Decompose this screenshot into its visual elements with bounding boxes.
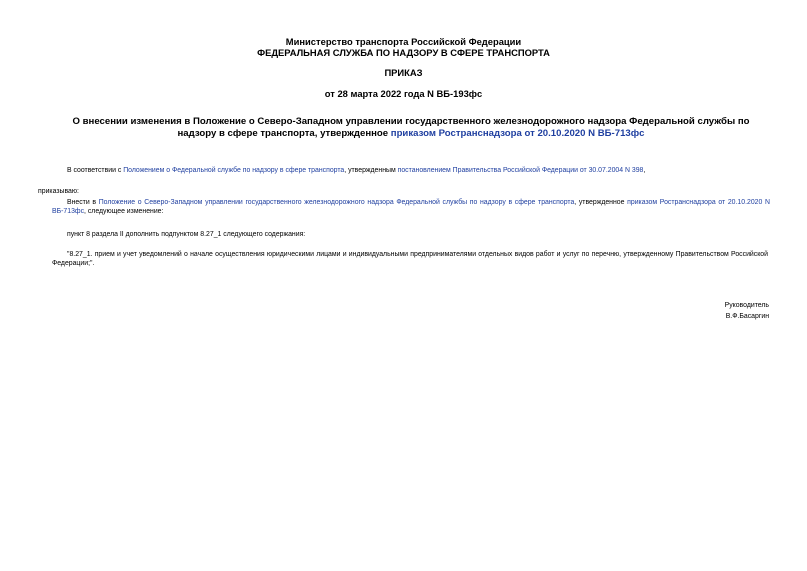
document-header xyxy=(0,36,807,58)
paragraph-text: , следующее изменение: xyxy=(84,208,164,216)
order-title: ПРИКАЗ xyxy=(384,67,423,78)
regulation-link[interactable]: Положением о Федеральной службе по надзору в сфере транспорта xyxy=(123,167,345,174)
document-title xyxy=(52,116,770,140)
signer-position: Руководитель xyxy=(724,302,769,309)
ministry-name: Министерство транспорта Российской Федерации xyxy=(285,36,522,47)
paragraph-order-word: приказываю: xyxy=(38,188,79,195)
government-decree-link[interactable]: постановлением Правительства Российской Федерации от 30.07.2004 N 398 xyxy=(397,167,644,174)
paragraph-text: , утвержденным xyxy=(344,167,398,174)
regulation-link[interactable]: Положение о Северо-Западном управлении государственного железнодорожного надзора Федеральной службы по надзору в сфере транспорта xyxy=(98,199,575,206)
paragraph-text: , утвержденное xyxy=(574,199,628,206)
paragraph-text: В соответствии с xyxy=(67,167,124,174)
signer-name: В.Ф.Басаргин xyxy=(725,313,769,320)
order-date: от 28 марта 2022 года N ВБ-193фс xyxy=(324,88,483,99)
paragraph-text: , xyxy=(643,167,646,174)
service-name: ФЕДЕРАЛЬНАЯ СЛУЖБА ПО НАДЗОРУ В СФЕРЕ ТРАНСПОРТА xyxy=(257,47,550,58)
order-link[interactable]: приказом Ространснадзора от 20.10.2020 N ВБ-713фс xyxy=(52,199,770,216)
paragraph-legal-basis xyxy=(52,166,770,175)
document-title-link[interactable]: приказом Ространснадзора от 20.10.2020 N ВБ-713фс xyxy=(390,128,645,139)
signature-block xyxy=(725,300,769,322)
paragraph-amendment xyxy=(52,198,770,217)
paragraph-point-addition: пункт 8 раздела II дополнить подпунктом 8.27_1 следующего содержания: xyxy=(67,231,306,238)
document-title-text: О внесении изменения в Положение о Северо-Западном управлении государственного железнодорожного надзора Федеральной службы по надзору в сфере транспорта, утвержденное xyxy=(72,116,750,139)
paragraph-text: Внести в xyxy=(67,199,99,206)
paragraph-subpoint-text: "8.27_1. прием и учет уведомлений о начале осуществления юридическими лицами и индивидуальными предпринимателями отдельных видов работ и услуг по перечню, утвержденному Правительством Российской Федерации;". xyxy=(52,251,768,268)
